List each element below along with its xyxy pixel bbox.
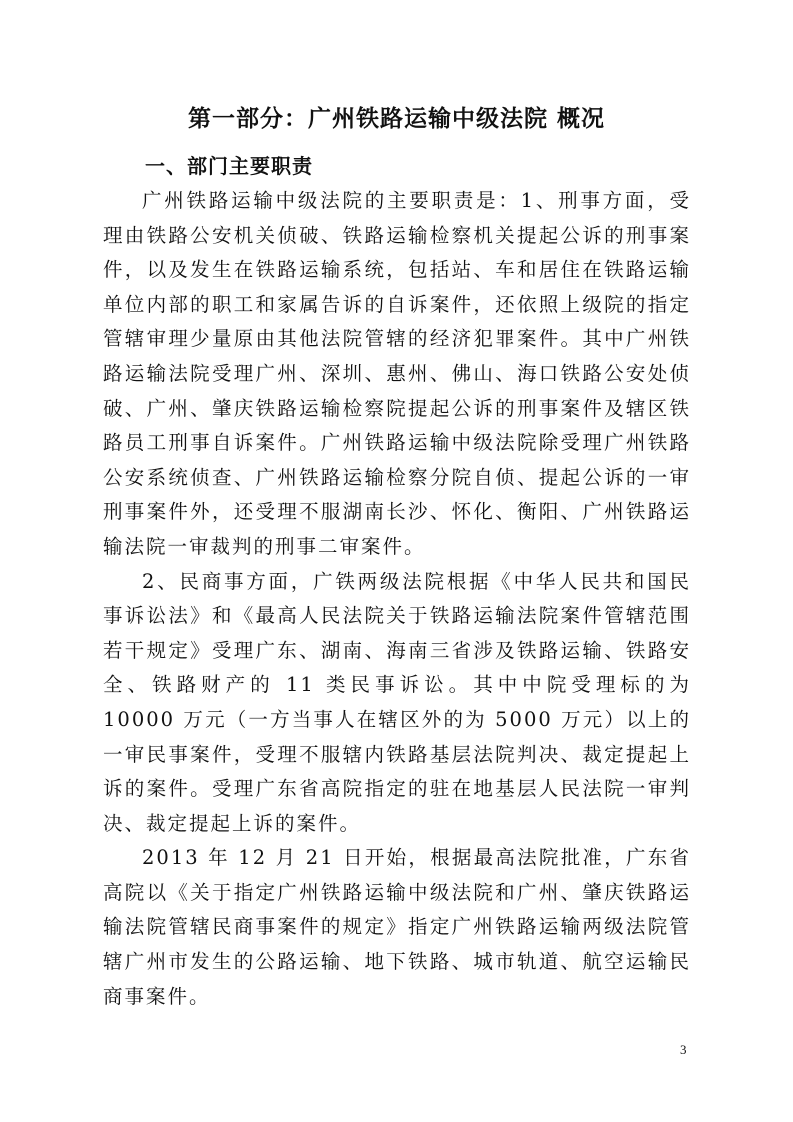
- document-title: 第一部分：广州铁路运输中级法院 概况: [187, 106, 605, 132]
- section-heading: 一、部门主要职责: [145, 154, 313, 178]
- paragraph-criminal-duties: 广州铁路运输中级法院的主要职责是：1、刑事方面，受理由铁路公安机关侦破、铁路运输检察机关提起公诉的刑事案件，以及发生在铁路运输系统，包括站、车和居住在铁路运输单位内部的职工和家属告诉的自诉案件，还依照上级院的指定管辖审理少量原由其他法院管辖的经济犯罪案件。其中广州铁路运输法院受理广州、深圳、惠州、佛山、海口铁路公安处侦破、广州、肇庆铁路运输检察院提起公诉的刑事案件及辖区铁路员工刑事自诉案件。广州铁路运输中级法院除受理广州铁路公安系统侦查、广州铁路运输检察分院自侦、提起公诉的一审刑事案件外，还受理不服湖南长沙、怀化、衡阳、广州铁路运输法院一审裁判的刑事二审案件。: [103, 189, 691, 558]
- page-number: 3: [680, 1042, 687, 1057]
- paragraph-designated-jurisdiction: 2013 年 12 月 21 日开始，根据最高法院批准，广东省高院以《关于指定广州铁路运输中级法院和广州、肇庆铁路运输法院管辖民商事案件的规定》指定广州铁路运输两级法院管辖广州市发生的公路运输、地下铁路、城市轨道、航空运输民商事案件。: [103, 846, 691, 1008]
- paragraph-civil-duties: 2、民商事方面，广铁两级法院根据《中华人民共和国民事诉讼法》和《最高人民法院关于铁路运输法院案件管辖范围若干规定》受理广东、湖南、海南三省涉及铁路运输、铁路安全、铁路财产的 11 类民事诉讼。其中中院受理标的为 10000 万元（一方当事人在辖区外的为 5000 万元）以上的一审民事案件，受理不服辖内铁路基层法院判决、裁定提起上诉的案件。受理广东省高院指定的驻在地基层人民法院一审判决、裁定提起上诉的案件。: [103, 569, 691, 835]
- document-body: [103, 184, 691, 1014]
